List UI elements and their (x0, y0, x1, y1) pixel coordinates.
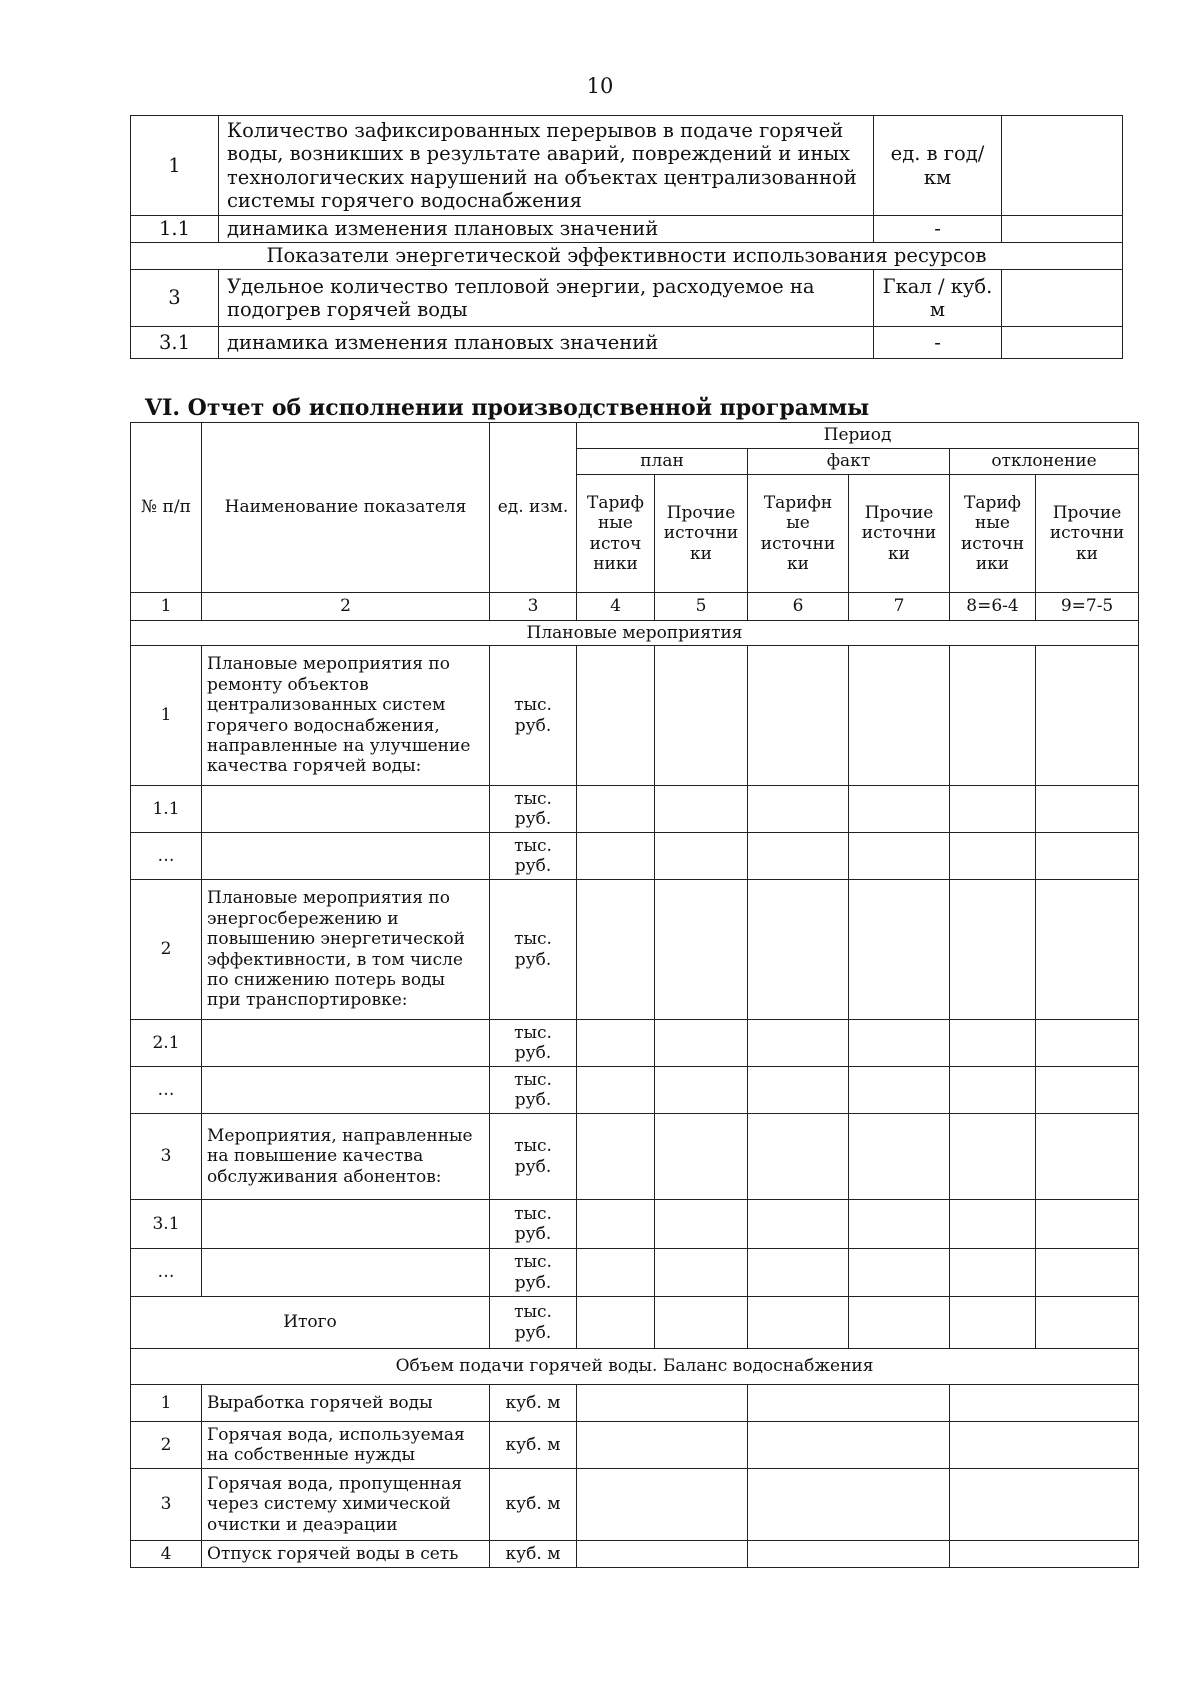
row-number: 1.1 (131, 216, 219, 243)
table-row (131, 216, 1123, 243)
col-header-deviation: отклонение (950, 449, 1139, 475)
row-number: 2.1 (131, 1020, 202, 1067)
row-number: 1.1 (131, 786, 202, 833)
column-number: 7 (849, 593, 950, 621)
col-header-plan: план (577, 449, 748, 475)
unit-cell: куб. м (490, 1541, 577, 1568)
col-header-dev-other: Прочие источни ки (1036, 475, 1139, 593)
indicator-name: Удельное количество тепловой энергии, расходуемое на подогрев горячей воды (219, 270, 874, 327)
measure-name (202, 1200, 490, 1249)
value-cell (1002, 327, 1123, 359)
row-number: 2 (131, 880, 202, 1020)
row-number: 2 (131, 1422, 202, 1469)
balance-name: Отпуск горячей воды в сеть (202, 1541, 490, 1568)
total-label: Итого (131, 1297, 490, 1349)
col-header-num: № п/п (131, 423, 202, 593)
table-row (131, 1385, 1139, 1422)
total-row (131, 1297, 1139, 1349)
col-header-plan-other: Прочие источни ки (655, 475, 748, 593)
production-program-table (130, 422, 1139, 1568)
section-row (131, 621, 1139, 646)
column-number: 9=7-5 (1036, 593, 1139, 621)
value-cell (1002, 216, 1123, 243)
row-number: 3.1 (131, 1200, 202, 1249)
table-row (131, 116, 1123, 216)
table-row (131, 786, 1139, 833)
measure-name (202, 1067, 490, 1114)
unit-cell: ед. в год/ км (874, 116, 1002, 216)
col-header-name: Наименование показателя (202, 423, 490, 593)
unit-cell: куб. м (490, 1385, 577, 1422)
indicator-name: динамика изменения плановых значений (219, 216, 874, 243)
col-header-period: Период (577, 423, 1139, 449)
unit-cell: тыс. руб. (490, 833, 577, 880)
table-row (131, 243, 1123, 270)
unit-cell: куб. м (490, 1422, 577, 1469)
column-number: 4 (577, 593, 655, 621)
measure-name (202, 833, 490, 880)
table-row (131, 1020, 1139, 1067)
table-row (131, 1067, 1139, 1114)
column-number: 5 (655, 593, 748, 621)
col-header-fact-tariff: Тарифн ые источни ки (748, 475, 849, 593)
unit-cell: тыс. руб. (490, 1249, 577, 1297)
row-number: … (131, 833, 202, 880)
measure-name (202, 786, 490, 833)
unit-cell: тыс. руб. (490, 880, 577, 1020)
value-cell (1002, 116, 1123, 216)
row-number: 1 (131, 1385, 202, 1422)
unit-cell: тыс. руб. (490, 646, 577, 786)
header-row (131, 423, 1139, 449)
unit-cell: тыс. руб. (490, 1020, 577, 1067)
unit-cell: тыс. руб. (490, 1200, 577, 1249)
table-row (131, 1422, 1139, 1469)
table-row (131, 327, 1123, 359)
unit-cell: - (874, 216, 1002, 243)
row-number: … (131, 1249, 202, 1297)
col-header-fact: факт (748, 449, 950, 475)
row-number: 3.1 (131, 327, 219, 359)
indicator-name: динамика изменения плановых значений (219, 327, 874, 359)
row-number: 1 (131, 646, 202, 786)
table-row (131, 1200, 1139, 1249)
unit-cell: тыс. руб. (490, 1297, 577, 1349)
section-row (131, 1349, 1139, 1385)
measure-name: Плановые мероприятия по энергосбережению и повышению энергетической эффективности, в том числе по снижению потерь воды при транспортировке: (202, 880, 490, 1020)
balance-name: Выработка горячей воды (202, 1385, 490, 1422)
unit-cell: - (874, 327, 1002, 359)
unit-cell: тыс. руб. (490, 786, 577, 833)
col-header-plan-tariff: Тариф ные источ ники (577, 475, 655, 593)
measure-name: Плановые мероприятия по ремонту объектов централизованных систем горячего водоснабжения, направленные на улучшение качества горячей воды: (202, 646, 490, 786)
table-row (131, 1469, 1139, 1541)
unit-cell: Гкал / куб. м (874, 270, 1002, 327)
table-row (131, 1541, 1139, 1568)
measure-name: Мероприятия, направленные на повышение качества обслуживания абонентов: (202, 1114, 490, 1200)
column-number: 2 (202, 593, 490, 621)
unit-cell: куб. м (490, 1469, 577, 1541)
column-number: 1 (131, 593, 202, 621)
row-number: 3 (131, 1469, 202, 1541)
section-label: Плановые мероприятия (131, 621, 1139, 646)
row-number: 3 (131, 1114, 202, 1200)
table-row (131, 646, 1139, 786)
table-row (131, 833, 1139, 880)
table-row (131, 270, 1123, 327)
table-row (131, 880, 1139, 1020)
balance-name: Горячая вода, используемая на собственные нужды (202, 1422, 490, 1469)
section-label: Показатели энергетической эффективности использования ресурсов (131, 243, 1123, 270)
balance-name: Горячая вода, пропущенная через систему химической очистки и деаэрации (202, 1469, 490, 1541)
column-number-row (131, 593, 1139, 621)
indicator-name: Количество зафиксированных перерывов в подаче горячей воды, возникших в результате аварий, повреждений и иных технологических нарушений на объектах централизованной системы горячего водоснабжения (219, 116, 874, 216)
column-number: 3 (490, 593, 577, 621)
row-number: 3 (131, 270, 219, 327)
table-row (131, 1249, 1139, 1297)
page-number: 10 (586, 74, 614, 98)
measure-name (202, 1249, 490, 1297)
section-title: VI. Отчет об исполнении производственной программы (145, 395, 870, 421)
col-header-dev-tariff: Тариф ные источн ики (950, 475, 1036, 593)
unit-cell: тыс. руб. (490, 1067, 577, 1114)
table-row (131, 1114, 1139, 1200)
indicators-table (130, 115, 1123, 359)
section-label: Объем подачи горячей воды. Баланс водоснабжения (131, 1349, 1139, 1385)
row-number: 4 (131, 1541, 202, 1568)
measure-name (202, 1020, 490, 1067)
row-number: … (131, 1067, 202, 1114)
col-header-fact-other: Прочие источни ки (849, 475, 950, 593)
unit-cell: тыс. руб. (490, 1114, 577, 1200)
col-header-unit: ед. изм. (490, 423, 577, 593)
column-number: 8=6-4 (950, 593, 1036, 621)
value-cell (1002, 270, 1123, 327)
row-number: 1 (131, 116, 219, 216)
column-number: 6 (748, 593, 849, 621)
